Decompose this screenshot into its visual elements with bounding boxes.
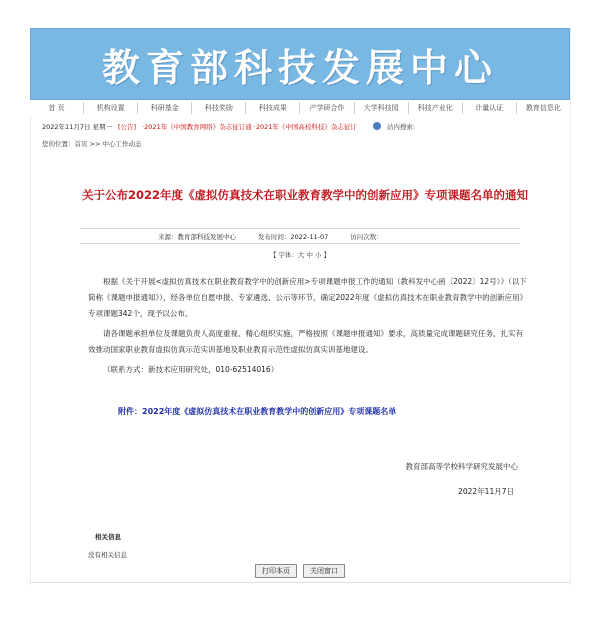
paragraph: （联系方式：新技术应用研究处，010-62514016） — [103, 365, 279, 374]
globe-icon — [373, 122, 381, 130]
article-body — [88, 274, 528, 382]
site-title: 教育部科技发展中心 — [101, 45, 498, 90]
nav-item-science-park[interactable]: 大学科技园 — [355, 102, 409, 114]
current-date: 2022年11月7日 星期一 — [42, 122, 113, 131]
site-search-label: 站内搜索: — [386, 122, 416, 131]
site-banner — [30, 28, 570, 100]
notice-marquee-link[interactable]: ·2021年《中国教育网络》杂志征订通 ·2021年《中国高校科技》杂志征订 — [142, 122, 357, 131]
footer-divider — [30, 582, 570, 583]
nav-item-industrialization[interactable]: 科技产业化 — [409, 102, 463, 114]
print-button[interactable]: 打印本页 — [255, 564, 297, 578]
nav-item-organization[interactable]: 机构设置 — [84, 102, 138, 114]
nav-item-research-fund[interactable]: 科研基金 — [138, 102, 192, 114]
related-info-title: 相关信息 — [95, 533, 121, 541]
nav-item-awards[interactable]: 科技奖励 — [192, 102, 246, 114]
nav-item-informatization[interactable]: 教育信息化 — [525, 104, 561, 112]
published-value: 2022-11-07 — [290, 232, 329, 241]
article-title: 关于公布2022年度《虚拟仿真技术在职业教育教学中的创新应用》专项课题名单的通知 — [81, 188, 528, 202]
published-label: 发布时间： — [258, 232, 291, 241]
nav-item-home[interactable]: 首 页 — [30, 102, 84, 114]
paragraph: 根据《关于开展<虚拟仿真技术在职业教育教学中的创新应用>专项课题申报工作的通知（教科发中心函〔2022〕12号）》（以下简称《课题申报通知》），经各单位自愿申报、专家遴选、公示等环节，确定2022年度《虚拟仿真技术在职业教育教学中的创新应用》专项课题342个，现予以公布。 — [88, 277, 528, 318]
signature: 教育部高等学校科学研究发展中心 — [405, 462, 518, 471]
paragraph: 请各课题承担单位及课题负责人高度重视、精心组织实施，严格按照《课题申报通知》要求，高质量完成课题研究任务，扎实有效推动国家职业教育虚拟仿真示范实训基地及职业教育示范性虚拟仿真实训基地建设。 — [88, 329, 523, 354]
info-bar — [42, 121, 562, 131]
meta-published — [258, 232, 328, 241]
action-buttons — [255, 564, 345, 578]
breadcrumb: 您的位置：首页 >> 中心工作动态 — [42, 140, 142, 148]
related-info-empty: 没有相关信息 — [88, 551, 127, 559]
nav-item-cooperation[interactable]: 产学研合作 — [300, 102, 354, 114]
views-label: 访问次数： — [350, 232, 383, 241]
attachment-link[interactable]: 附件：2022年度《虚拟仿真技术在职业教育教学中的创新应用》专项课题名单 — [118, 407, 397, 416]
notice-tag: [公告] — [118, 122, 137, 131]
main-nav — [30, 101, 570, 115]
source-value: 教育部科技发展中心 — [177, 232, 236, 241]
font-size-switcher[interactable]: 【 字体：大 中 小 】 — [269, 251, 331, 259]
signature-date: 2022年11月7日 — [458, 487, 514, 496]
close-window-button[interactable]: 关闭窗口 — [303, 564, 345, 578]
meta-source — [158, 232, 236, 241]
nav-item-metrology[interactable]: 计量认证 — [463, 102, 517, 114]
source-label: 来源： — [158, 232, 178, 241]
nav-item-achievements[interactable]: 科技成果 — [246, 102, 300, 114]
meta-views — [350, 232, 383, 241]
article-meta — [80, 228, 520, 244]
